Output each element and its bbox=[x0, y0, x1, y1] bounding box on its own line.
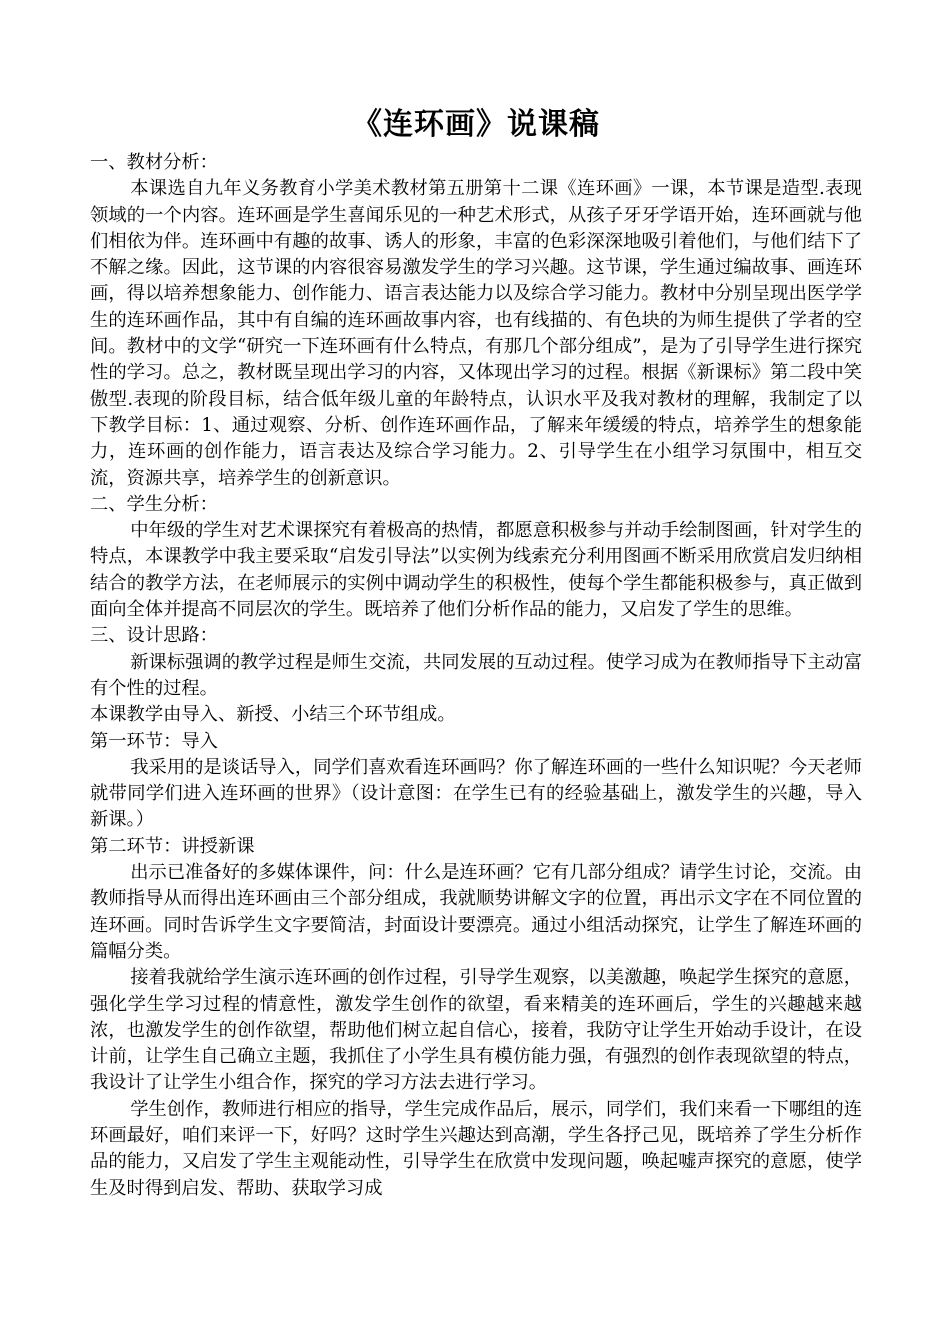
paragraph: 我采用的是谈话导入，同学们喜欢看连环画吗？你了解连环画的一些什么知识呢？今天老师就带同学们进入连环画的世界》（设计意图：在学生已有的经验基础上，激发学生的兴趣，导入新课。） bbox=[90, 756, 862, 831]
paragraph: 本课教学由导入、新授、小结三个环节组成。 bbox=[90, 704, 456, 726]
document-page bbox=[90, 100, 862, 1202]
page-title: 《连环画》说课稿 bbox=[352, 107, 600, 142]
paragraph: 本课选自九年义务教育小学美术教材第五册第十二课《连环画》一课，本节课是造型.表现领域的一个内容。连环画是学生喜闻乐见的一种艺术形式，从孩子牙牙学语开始，连环画就与他们相依为伴。连环画中有趣的故事、诱人的形象，丰富的色彩深深地吸引着他们，与他们结下了不解之缘。因此，这节课的内容很容易激发学生的学习兴趣。这节课，学生通过编故事、画连环画，得以培养想象能力、创作能力、语言表达能力以及综合学习能力。教材中分别呈现出医学学生的连环画作品，其中有自编的连环画故事内容，也有线描的、有色块的为师生提供了学者的空间。教材中的文学“研究一下连环画有什么特点，有那几个部分组成”，是为了引导学生进行探究性的学习。总之，教材既呈现出学习的内容，又体现出学习的过程。根据《新课标》第二段中笑傲型.表现的阶段目标，结合低年级儿童的年龄特点，认识水平及我对教材的理解，我制定了以下教学目标：1、通过观察、分析、创作连环画作品，了解来年缓缓的特点，培养学生的想象能力，连环画的创作能力，语言表达及综合学习能力。2、引导学生在小组学习氛围中，相互交流，资源共享，培养学生的创新意识。 bbox=[90, 178, 862, 489]
section-heading-student-analysis: 二、学生分析： bbox=[90, 493, 218, 515]
paragraph: 接着我就给学生演示连环画的创作过程，引导学生观察，以美激趣，唤起学生探究的意愿，强化学生学习过程的情意性，激发学生创作的欲望，看来精美的连环画后，学生的兴趣越来越浓，也激发学生的创作欲望，帮助他们树立起自信心，接着，我防守让学生开始动手设计，在设计前，让学生自己确立主题，我抓住了小学生具有模仿能力强，有强烈的创作表现欲望的特点，我设计了让学生小组合作，探究的学习方法去进行学习。 bbox=[90, 967, 862, 1094]
paragraph: 中年级的学生对艺术课探究有着极高的热情，都愿意积极参与并动手绘制图画，针对学生的特点，本课教学中我主要采取“启发引导法”以实例为线索充分利用图画不断采用欣赏启发归纳相结合的教学方法，在老师展示的实例中调动学生的积极性，使每个学生都能积极参与，真正做到面向全体并提高不同层次的学生。既培养了他们分析作品的能力，又启发了学生的思维。 bbox=[90, 520, 862, 621]
step-heading-new-lesson: 第二环节：讲授新课 bbox=[90, 835, 255, 857]
paragraph: 新课标强调的教学过程是师生交流，共同发展的互动过程。使学习成为在教师指导下主动富有个性的过程。 bbox=[90, 651, 862, 699]
section-heading-design-ideas: 三、设计思路： bbox=[90, 625, 218, 647]
paragraph: 学生创作，教师进行相应的指导，学生完成作品后，展示，同学们，我们来看一下哪组的连环画最好，咱们来评一下，好吗？这时学生兴趣达到高潮，学生各抒己见，既培养了学生分析作品的能力，又启发了学生主观能动性，引导学生在欣赏中发现问题，唤起嘘声探究的意愿，使学生及时得到启发、帮助、获取学习成 bbox=[90, 1098, 862, 1199]
paragraph: 出示已准备好的多媒体课件，问：什么是连环画？它有几部分组成？请学生讨论，交流。由教师指导从而得出连环画由三个部分组成，我就顺势讲解文字的位置，再出示文字在不同位置的连环画。同时告诉学生文字要简洁，封面设计要漂亮。通过小组活动探究，让学生了解连环画的篇幅分类。 bbox=[90, 862, 862, 962]
section-heading-textbook-analysis: 一、教材分析： bbox=[90, 152, 218, 173]
step-heading-introduction: 第一环节：导入 bbox=[90, 730, 218, 752]
